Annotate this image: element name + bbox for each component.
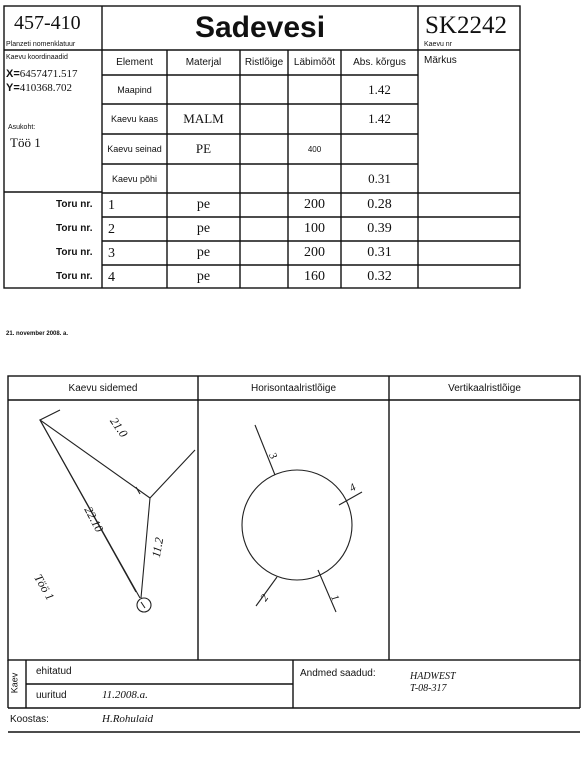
row-material: MALM [183,111,224,126]
row-element: Kaevu seinad [107,144,162,154]
well-code-label: Kaevu nr [424,41,453,48]
pipe-number: 3 [108,246,115,261]
col-height: Abs. kõrgus [353,57,406,68]
tie-label: 21.0 [107,414,131,440]
y-coordinate: Y=410368.702 [6,82,73,94]
well-side-label: Kaev [9,672,20,694]
pipe-diameter: 160 [304,268,325,284]
pipe-material: pe [196,221,211,236]
col-horizontal-heading: Horisontaalristlõige [250,382,337,394]
cross-section-sketch [242,425,362,612]
row-height: 0.31 [368,170,391,186]
x-coordinate: X=6457471.517 [6,68,78,80]
pipe-material: pe [196,197,211,212]
col-material: Materjal [185,57,222,68]
col-notes: Märkus [424,55,457,66]
pipe-mark: 4 [347,481,359,495]
surveyed-value: 11.2008.a. [102,689,148,701]
row-material: PE [195,141,212,156]
nomenclature-label: Planzeti nomenklatuur [6,41,76,48]
row-element: Kaevu põhi [111,173,158,184]
pipe-material: pe [196,245,211,260]
pipe-height: 0.32 [367,268,392,284]
row-height: 1.42 [368,81,391,97]
pipe-label: Toru nr. [56,199,93,210]
col-element: Element [116,57,153,68]
pipe-height: 0.39 [367,221,392,236]
pipe-number: 4 [108,270,115,285]
pipe-number: 2 [108,222,115,237]
pipe-label: Toru nr. [56,271,93,282]
pipe-diameter: 200 [304,197,325,212]
pipe-mark: 3 [266,450,280,462]
pipe-label: Toru nr. [56,223,93,234]
date: 21. november 2008. a. [6,331,69,337]
tie-label: 11.2 [148,536,167,559]
col-ties-heading: Kaevu sidemed [68,382,138,394]
pipe-diameter: 200 [304,245,325,260]
compiled-label: Koostas: [10,714,49,725]
pipe-mark: 2 [258,592,272,604]
pipe-height: 0.31 [367,245,392,260]
pipe-mark: 1 [328,592,342,604]
pipe-diameter: 100 [304,221,325,236]
pipe-material: pe [196,268,211,284]
location-value: Töö 1 [10,135,41,150]
location-label: Asukoht: [8,124,36,131]
pipe-height: 0.28 [367,197,392,212]
data-from-label: Andmed saadud: [300,668,376,679]
row-element: Kaevu kaas [110,114,159,124]
built-label: ehitatud [36,666,72,677]
coords-label: Kaevu koordinaadid [6,54,68,61]
row-diameter: 400 [307,144,322,154]
form-title: Sadevesi [194,11,326,44]
row-element: Maapind [117,84,152,95]
well-code: SK2242 [425,12,507,39]
surveyed-label: uuritud [36,690,67,701]
nomenclature-value: 457-410 [14,12,81,34]
data-from-value: T-08-317 [410,683,447,694]
tie-label: Töö 1 [31,571,58,603]
pipe-number: 1 [108,198,115,213]
row-height: 1.42 [368,111,391,126]
pipe-label: Toru nr. [56,247,93,258]
col-vertical-heading: Vertikaalristlõige [448,382,521,394]
tie-label: 22.10 [81,504,107,535]
col-section: Ristlõige [244,57,284,68]
data-from-value: HADWEST [410,671,456,682]
col-diameter: Läbimõõt [293,57,336,68]
compiled-value: H.Rohulaid [102,713,154,725]
